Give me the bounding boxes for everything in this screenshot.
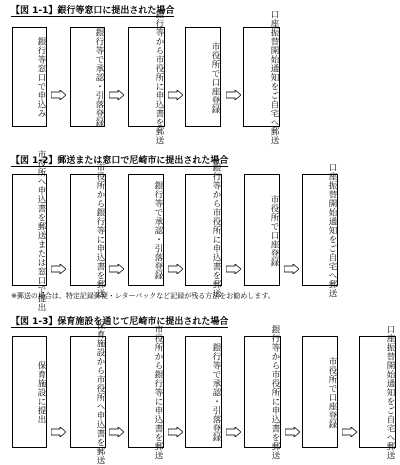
step-line: 申込書を郵送 bbox=[211, 244, 221, 298]
step-line: 申込書を郵送 bbox=[154, 91, 164, 145]
flow-1-step bbox=[185, 27, 221, 127]
arrow-right-icon bbox=[109, 427, 124, 437]
flow-3-step bbox=[12, 336, 47, 448]
step-text bbox=[129, 10, 164, 145]
arrow-right-icon bbox=[168, 427, 183, 437]
arrow-right-icon bbox=[226, 427, 241, 437]
arrow-right-icon bbox=[168, 264, 183, 274]
arrow-right-icon bbox=[51, 427, 66, 437]
step-line: ご自宅へ郵送 bbox=[269, 91, 279, 145]
flow-2-step bbox=[185, 163, 222, 298]
step-line: 口座振替開始通知を bbox=[385, 325, 395, 406]
section-2-title: 【図 1-2】郵送または窓口で尼崎市に提出された場合 bbox=[11, 156, 229, 166]
step-line: 銀行等で bbox=[211, 343, 221, 379]
flow-2-step bbox=[244, 174, 280, 286]
step-text bbox=[303, 342, 337, 443]
flow-3-step bbox=[359, 325, 396, 460]
step-line: 市役所から銀行等に bbox=[153, 325, 163, 406]
flow-3-step bbox=[302, 336, 338, 448]
step-line: 保育施設に提出 bbox=[36, 361, 46, 424]
arrow-right-icon bbox=[51, 264, 66, 274]
flow-3-step bbox=[70, 320, 106, 465]
mailing-note: ※郵送の場合は、特定記録郵便・レターパックなど記録が残る方法をお勧めします。 bbox=[11, 292, 275, 300]
step-line: 申込書を郵送 bbox=[270, 406, 280, 460]
step-text bbox=[186, 163, 221, 298]
step-text bbox=[360, 325, 395, 460]
section-3-title: 【図 1-3】保育施設を通じて尼崎市に提出された場合 bbox=[11, 317, 229, 327]
step-text bbox=[13, 149, 46, 312]
step-line: 銀行等窓口で申込み bbox=[36, 37, 46, 118]
step-line: または窓口で提出 bbox=[36, 239, 46, 312]
step-line: 銀行等から市役所に bbox=[270, 325, 280, 406]
arrow-right-icon bbox=[285, 427, 300, 437]
step-line: 市役所から銀行等に bbox=[95, 163, 105, 244]
step-line: 市役所で口座登録 bbox=[269, 194, 279, 267]
step-line: 承認・引落登録 bbox=[153, 217, 163, 280]
step-text bbox=[186, 33, 220, 122]
step-line: 申込書を郵送 bbox=[95, 244, 105, 298]
step-line: 銀行等で bbox=[94, 28, 104, 64]
step-line: 保育施設から市役所へ bbox=[95, 320, 105, 411]
flow-3-step bbox=[185, 336, 222, 448]
flow-1-step bbox=[128, 10, 165, 145]
step-text bbox=[303, 163, 337, 298]
flow-2-step bbox=[70, 163, 106, 298]
flow-1-step bbox=[70, 27, 105, 127]
arrow-right-icon bbox=[109, 90, 124, 100]
step-line: 銀行等から市役所に bbox=[211, 163, 221, 244]
step-text bbox=[13, 33, 46, 122]
section-1-title: 【図 1-1】銀行等窓口に提出された場合 bbox=[11, 6, 175, 16]
step-line: 市役所へ申込書を郵送 bbox=[36, 149, 46, 240]
arrow-right-icon bbox=[168, 90, 183, 100]
step-text bbox=[129, 180, 163, 281]
arrow-right-icon bbox=[51, 90, 66, 100]
arrow-right-icon bbox=[109, 264, 124, 274]
flow-3-step bbox=[244, 325, 281, 460]
arrow-right-icon bbox=[342, 427, 357, 437]
step-text bbox=[71, 163, 105, 298]
step-line: 市役所で口座登録 bbox=[210, 41, 220, 114]
step-text bbox=[71, 320, 105, 465]
step-line: ご自宅へ郵送 bbox=[385, 406, 395, 460]
step-line: 銀行等から市役所に bbox=[154, 10, 164, 91]
arrow-right-icon bbox=[284, 264, 299, 274]
step-line: 申込書を郵送 bbox=[153, 406, 163, 460]
flow-1-step bbox=[12, 27, 47, 127]
step-text bbox=[129, 325, 163, 460]
arrow-right-icon bbox=[226, 264, 241, 274]
step-text bbox=[245, 180, 279, 281]
step-line: 申込書を郵送 bbox=[95, 410, 105, 465]
step-line: ご自宅へ郵送 bbox=[327, 244, 337, 298]
flow-2-step bbox=[12, 149, 47, 312]
flow-3-step bbox=[128, 325, 164, 460]
step-line: 承認・引落登録 bbox=[211, 379, 221, 442]
step-line: 市役所で口座登録 bbox=[327, 356, 337, 429]
flow-2-step bbox=[128, 174, 164, 286]
step-text bbox=[244, 10, 279, 145]
step-text bbox=[71, 28, 104, 127]
step-line: 口座振替開始通知を bbox=[269, 10, 279, 91]
flow-1-step bbox=[243, 10, 280, 145]
step-text bbox=[186, 342, 221, 443]
step-text bbox=[245, 325, 280, 460]
flow-2-step bbox=[302, 163, 338, 298]
step-line: 銀行等で bbox=[153, 181, 163, 217]
arrow-right-icon bbox=[226, 90, 241, 100]
step-line: 承認・引落登録 bbox=[94, 64, 104, 127]
step-line: 口座振替開始通知を bbox=[327, 163, 337, 244]
step-text bbox=[13, 342, 46, 443]
